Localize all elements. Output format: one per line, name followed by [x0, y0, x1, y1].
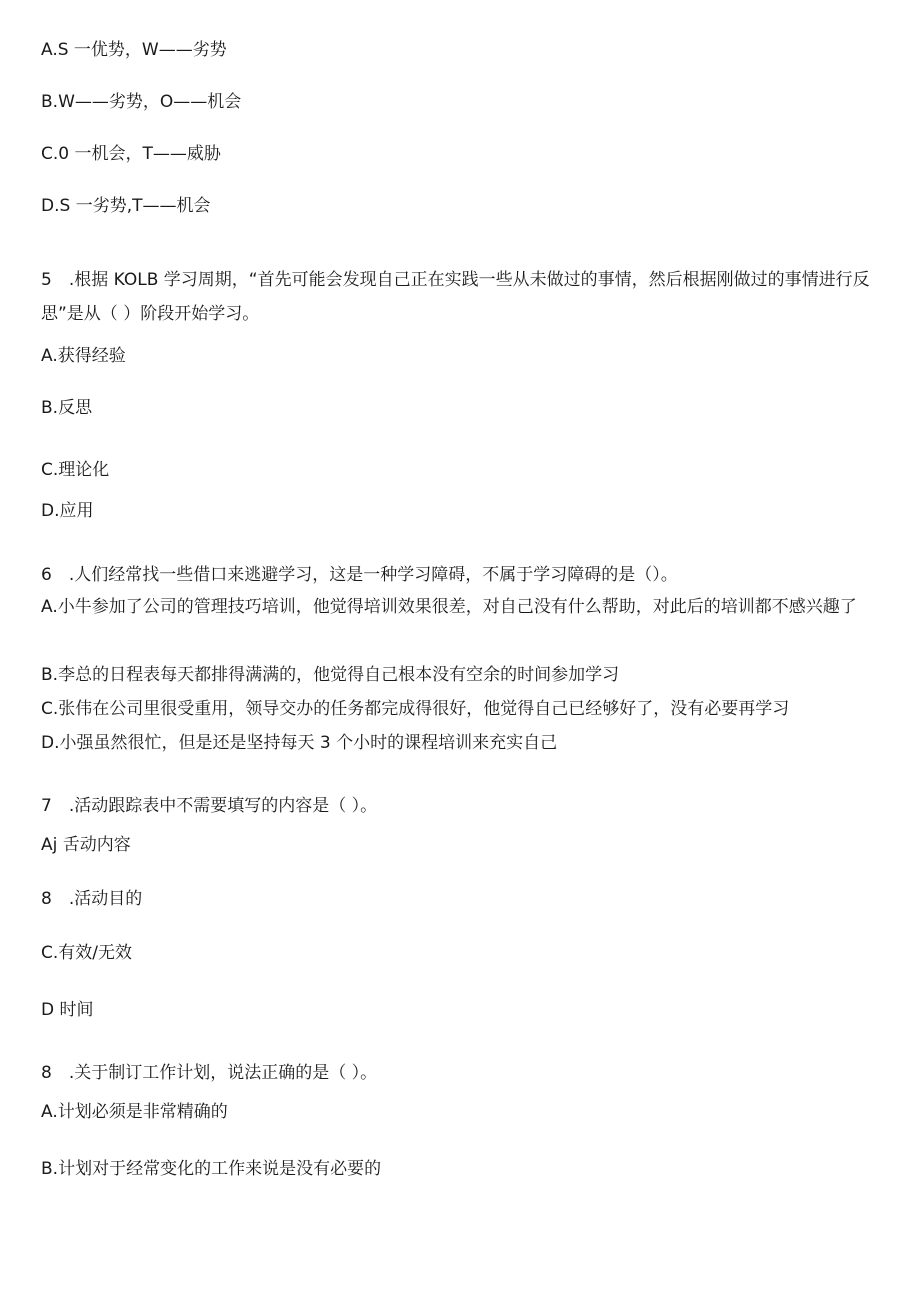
- q7-option-b: 8 .活动目的: [41, 889, 143, 909]
- q5-option-a: A.获得经验: [41, 346, 126, 366]
- q5-option-c: C.理论化: [41, 460, 110, 480]
- q4-option-a: A.S 一优势，W——劣势: [41, 40, 227, 60]
- q8-option-b: B.计划对于经常变化的工作来说是没有必要的: [41, 1159, 382, 1179]
- q7-option-d: D 时间: [41, 1000, 94, 1020]
- q8-option-a: A.计划必须是非常精确的: [41, 1102, 228, 1122]
- q5-option-d: D.应用: [41, 501, 94, 521]
- q5-option-b: B.反思: [41, 398, 93, 418]
- q6-stem: 6 .人们经常找一些借口来逃避学习，这是一种学习障碍，不属于学习障碍的是（）。: [41, 565, 678, 585]
- q6-option-c: C.张伟在公司里很受重用，领导交办的任务都完成得很好，他觉得自己已经够好了，没有必要再学习: [41, 699, 790, 719]
- q5-stem: 5 .根据 KOLB 学习周期，“首先可能会发现自己正在实践一些从未做过的事情，然后根据刚做过的事情进行反思”是从（ ）阶段开始学习。: [41, 270, 870, 324]
- q7-option-c: C.有效/无效: [41, 943, 133, 963]
- q4-option-c: C.0 一机会，T——威胁: [41, 144, 221, 164]
- q6-option-b: B.李总的日程表每天都排得满满的，他觉得自己根本没有空余的时间参加学习: [41, 665, 620, 685]
- q8-stem: 8 .关于制订工作计划，说法正确的是（ ）。: [41, 1063, 378, 1083]
- q4-option-d: D.S 一劣势,T——机会: [41, 196, 211, 216]
- q4-option-b: B.W——劣势，O——机会: [41, 92, 242, 112]
- q7-option-a: Aj 舌动内容: [41, 835, 131, 855]
- q7-stem: 7 .活动跟踪表中不需要填写的内容是（ ）。: [41, 796, 378, 816]
- q6-option-d: D.小强虽然很忙，但是还是坚持每天 3 个小时的课程培训来充实自己: [41, 733, 558, 753]
- q6-option-a: A.小牛参加了公司的管理技巧培训，他觉得培训效果很差，对自己没有什么帮助，对此后的培训都不感兴趣了: [41, 597, 857, 617]
